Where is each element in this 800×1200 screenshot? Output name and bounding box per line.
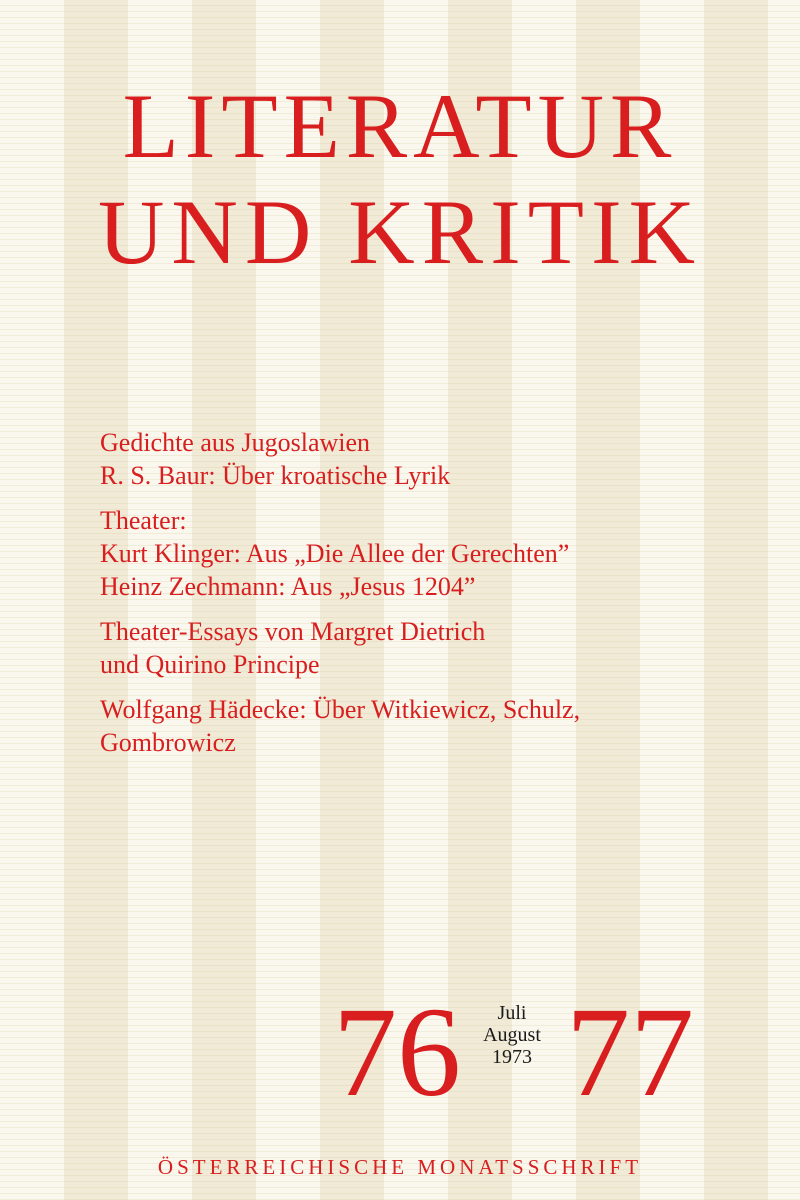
contents-group-haedecke — [100, 693, 760, 759]
contents-group-theater — [100, 504, 760, 603]
contents-line: Gedichte aus Jugoslawien — [100, 428, 371, 457]
table-of-contents — [100, 426, 760, 759]
issue-number-left: 76 — [333, 981, 461, 1123]
masthead-line-1: LITERATUR — [122, 75, 678, 177]
publication-subtitle: ÖSTERREICHISCHE MONATSSCHRIFT — [157, 1155, 643, 1179]
issue-month-1: Juli — [497, 1002, 527, 1024]
contents-line: Wolfgang Hädecke: Über Witkiewicz, Schulz, — [100, 695, 581, 724]
issue-date — [462, 1002, 562, 1068]
contents-group-essays — [100, 615, 760, 681]
issue-month-2: August — [483, 1024, 541, 1046]
issue-year: 1973 — [492, 1046, 532, 1068]
contents-line: und Quirino Principe — [100, 650, 320, 679]
issue-number-right: 77 — [566, 981, 694, 1123]
contents-line: Theater-Essays von Margret Dietrich — [100, 617, 486, 646]
contents-line: Kurt Klinger: Aus „Die Allee der Gerechten” — [100, 539, 570, 568]
contents-line: R. S. Baur: Über kroatische Lyrik — [100, 461, 451, 490]
contents-line: Theater: — [100, 506, 187, 535]
contents-line: Gombrowicz — [100, 728, 236, 757]
contents-line: Heinz Zechmann: Aus „Jesus 1204” — [100, 572, 476, 601]
masthead-line-2: UND KRITIK — [97, 181, 703, 283]
contents-group-poetry — [100, 426, 760, 492]
